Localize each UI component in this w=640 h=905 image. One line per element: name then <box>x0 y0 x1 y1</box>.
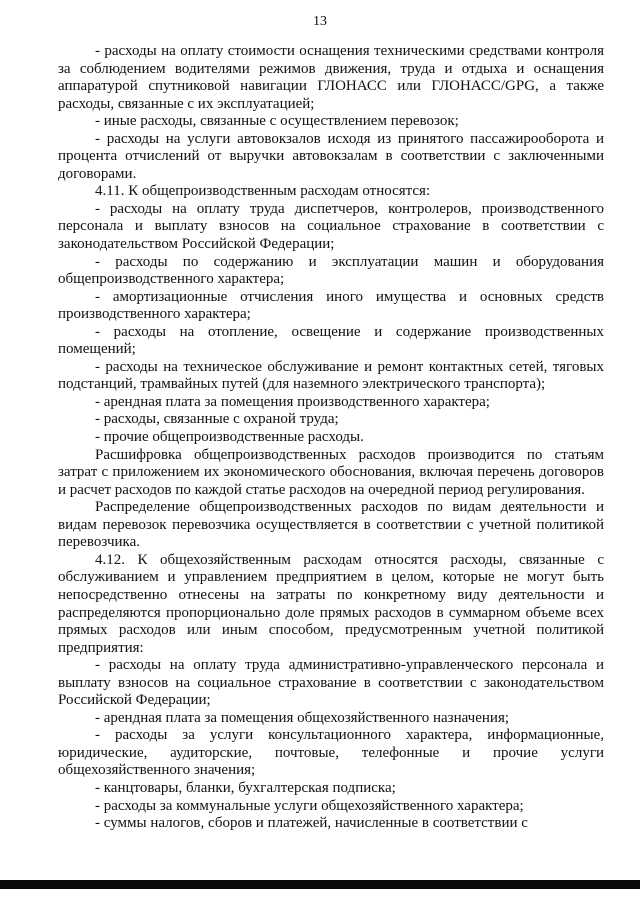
paragraph-heating-lighting: - расходы на отопление, освещение и содержание производственных помещений; <box>58 323 604 358</box>
page-number: 13 <box>313 14 327 29</box>
paragraph-depreciation: - амортизационные отчисления иного имущества и основных средств производственного характера; <box>58 288 604 323</box>
paragraph-cost-distribution: Распределение общепроизводственных расходов по видам деятельности и видам перевозок перевозчика осуществляется в соответствии с учетной политикой перевозчика. <box>58 499 604 551</box>
paragraph-labor-safety: - расходы, связанные с охраной труда; <box>95 411 339 428</box>
paragraph-cost-breakdown: Расшифровка общепроизводственных расходов производится по статьям затрат с приложением их экономического обоснования, включая перечень договоров и расчет расходов по каждой статье расходов на очередной период регулирования. <box>58 446 604 498</box>
paragraph-other-transport-costs: - иные расходы, связанные с осуществлением перевозок; <box>95 113 459 130</box>
paragraph-production-rent: - арендная плата за помещения производственного характера; <box>95 393 490 410</box>
paragraph-taxes: - суммы налогов, сборов и платежей, начисленные в соответствии с <box>95 815 528 832</box>
paragraph-bus-station-services: - расходы на услуги автовокзалов исходя из принятого пассажирооборота и процента отчислений от выручки автовокзалам в соответствии с заключенными договорами. <box>58 130 604 182</box>
document-body <box>58 43 604 833</box>
paragraph-general-rent: - арендная плата за помещения общехозяйственного назначения; <box>95 709 510 726</box>
paragraph-utilities: - расходы за коммунальные услуги общехозяйственного характера; <box>95 797 524 814</box>
paragraph-consulting-services: - расходы за услуги консультационного характера, информационные, юридические, аудиторские, почтовые, телефонные и прочие услуги общехозяйственного значения; <box>58 727 604 779</box>
paragraph-stationery: - канцтовары, бланки, бухгалтерская подписка; <box>95 779 396 796</box>
scan-edge-bar <box>0 880 640 889</box>
paragraph-machine-maintenance: - расходы по содержанию и эксплуатации машин и оборудования общепроизводственного характера; <box>58 253 604 288</box>
paragraph-contact-network-repair: - расходы на техническое обслуживание и ремонт контактных сетей, тяговых подстанций, трамвайных путей (для наземного электрического транспорта); <box>58 358 604 393</box>
paragraph-dispatcher-wages: - расходы на оплату труда диспетчеров, контролеров, производственного персонала и выплату взносов на социальное страхование в соответствии с законодательством Российской Федерации; <box>58 200 604 253</box>
paragraph-other-production-costs: - прочие общепроизводственные расходы. <box>95 429 364 446</box>
section-4-11-heading: 4.11. К общепроизводственным расходам относятся: <box>95 183 431 200</box>
section-4-12-heading: 4.12. К общехозяйственным расходам относятся расходы, связанные с обслуживанием и управлением предприятием в целом, которые не могут быть непосредственно отнесены на затраты по конкретному виду деятельности и распределяются пропорционально доле прямых расходов в суммарном объеме всех прямых расходов или иным способом, предусмотренным учетной политикой предприятия: <box>58 551 604 656</box>
paragraph-glonass-equipment-costs: - расходы на оплату стоимости оснащения техническими средствами контроля за соблюдением водителями режимов движения, труда и отдыха и оснащения аппаратурой спутниковой навигации ГЛОНАСС или ГЛОНАСС/GPG, а также расходы, связанные с их эксплуатацией; <box>58 43 604 112</box>
paragraph-admin-wages: - расходы на оплату труда административно-управленческого персонала и выплату взносов на социальное страхование в соответствии с законодательством Российской Федерации; <box>58 657 604 709</box>
